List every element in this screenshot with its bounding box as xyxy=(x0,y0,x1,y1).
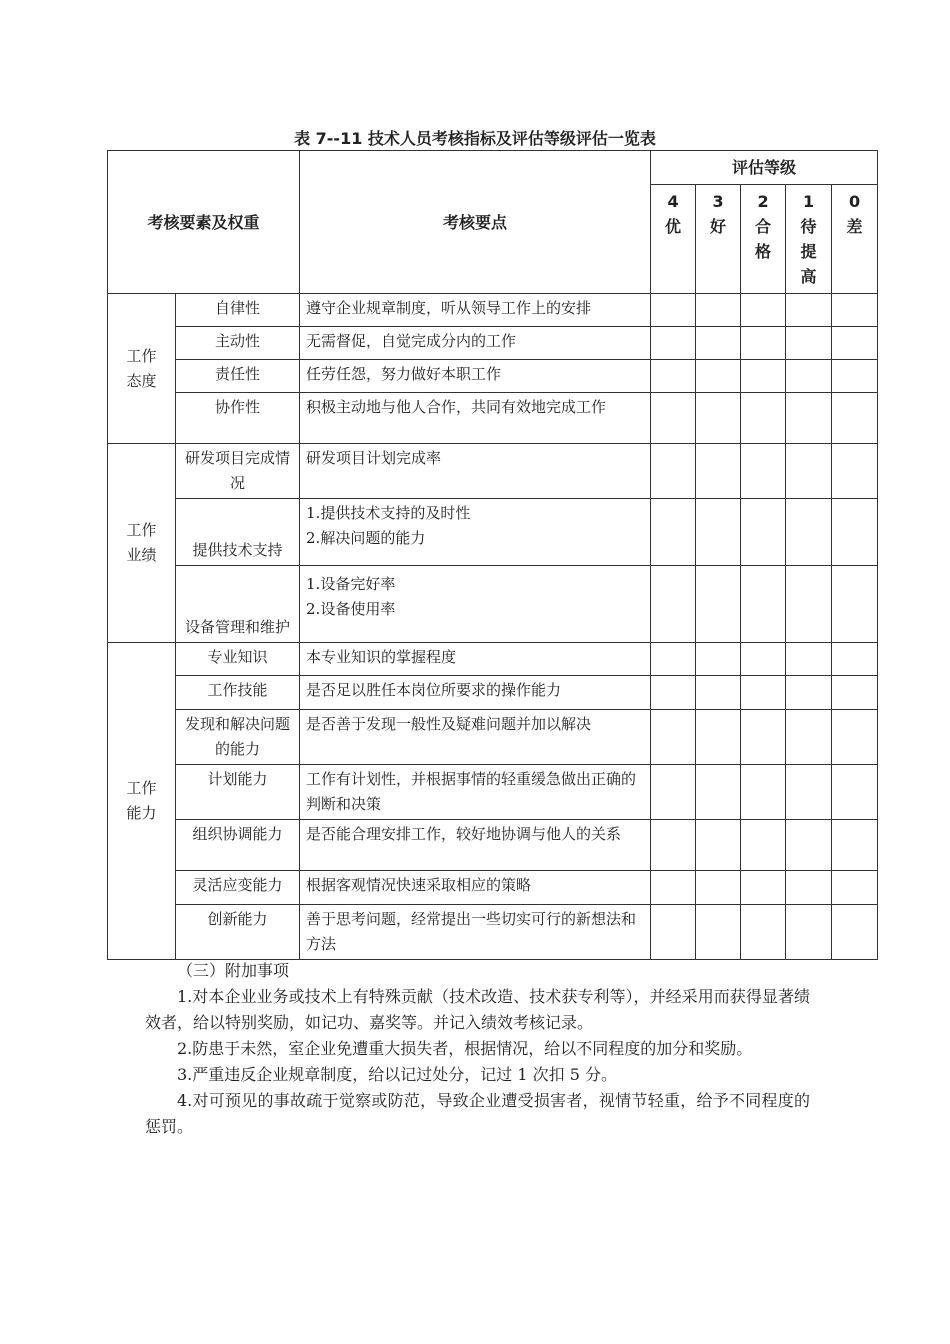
assessment-point: 任劳任怨，努力做好本职工作 xyxy=(300,360,651,393)
assessment-point: 研发项目计划完成率 xyxy=(300,444,651,499)
rating-cell[interactable] xyxy=(786,327,832,360)
rating-cell[interactable] xyxy=(786,499,832,566)
rating-cell[interactable] xyxy=(786,294,832,327)
assessment-item: 发现和解决问题的能力 xyxy=(176,710,300,765)
group-label-line: 态度 xyxy=(126,371,157,390)
assessment-point: 本专业知识的掌握程度 xyxy=(300,643,651,676)
rating-cell[interactable] xyxy=(696,676,741,710)
rating-cell[interactable] xyxy=(696,566,741,643)
rating-cell[interactable] xyxy=(696,499,741,566)
rating-cell[interactable] xyxy=(741,360,786,393)
rating-cell[interactable] xyxy=(832,905,878,960)
rating-cell[interactable] xyxy=(741,393,786,444)
assessment-point: 是否足以胜任本岗位所要求的操作能力 xyxy=(300,676,651,710)
assessment-item: 设备管理和维护 xyxy=(176,566,300,643)
grade-label-char: 差 xyxy=(846,217,863,236)
rating-cell[interactable] xyxy=(696,905,741,960)
rating-cell[interactable] xyxy=(741,905,786,960)
assessment-point: 无需督促，自觉完成分内的工作 xyxy=(300,327,651,360)
assessment-item: 提供技术支持 xyxy=(176,499,300,566)
assessment-item: 组织协调能力 xyxy=(176,820,300,871)
rating-cell[interactable] xyxy=(651,643,696,676)
rating-cell[interactable] xyxy=(832,327,878,360)
table-row xyxy=(108,294,878,327)
table-row xyxy=(108,710,878,765)
rating-cell[interactable] xyxy=(651,499,696,566)
table-row xyxy=(108,327,878,360)
assessment-point: 根据客观情况快速采取相应的策略 xyxy=(300,871,651,905)
rating-cell[interactable] xyxy=(832,871,878,905)
rating-cell[interactable] xyxy=(786,710,832,765)
rating-cell[interactable] xyxy=(741,294,786,327)
grade-header xyxy=(741,185,786,294)
rating-cell[interactable] xyxy=(741,676,786,710)
rating-cell[interactable] xyxy=(696,393,741,444)
rating-cell[interactable] xyxy=(786,393,832,444)
rating-cell[interactable] xyxy=(651,393,696,444)
rating-cell[interactable] xyxy=(696,710,741,765)
rating-cell[interactable] xyxy=(651,676,696,710)
rating-cell[interactable] xyxy=(786,765,832,820)
table-row xyxy=(108,871,878,905)
rating-cell[interactable] xyxy=(651,360,696,393)
note-item: 1.对本企业业务或技术上有特殊贡献（技术改造、技术获专利等），并经采用而获得显著绩效者，给以特别奖励，如记功、嘉奖等。并记入绩效考核记录。 xyxy=(145,987,810,1032)
grade-header xyxy=(786,185,832,294)
group-label-line: 能力 xyxy=(126,804,157,822)
assessment-item: 工作技能 xyxy=(176,676,300,710)
grade-label-char: 待 xyxy=(800,217,817,236)
header-points: 考核要点 xyxy=(300,151,651,294)
grade-header xyxy=(832,185,878,294)
group-label xyxy=(108,444,176,643)
rating-cell[interactable] xyxy=(696,643,741,676)
rating-cell[interactable] xyxy=(786,871,832,905)
note-item: 4.对可预见的事故疏于觉察或防范，导致企业遭受损害者，视情节轻重，给予不同程度的惩罚。 xyxy=(145,1091,810,1136)
table-row xyxy=(108,444,878,499)
grade-label-char: 格 xyxy=(755,242,772,261)
rating-cell[interactable] xyxy=(832,566,878,643)
rating-cell[interactable] xyxy=(651,820,696,871)
rating-cell[interactable] xyxy=(696,294,741,327)
assessment-point: 善于思考问题，经常提出一些切实可行的新想法和方法 xyxy=(300,905,651,960)
rating-cell[interactable] xyxy=(651,327,696,360)
assessment-item: 责任性 xyxy=(176,360,300,393)
table-row xyxy=(108,393,878,444)
rating-cell[interactable] xyxy=(786,820,832,871)
grade-label-char: 合 xyxy=(755,217,772,236)
rating-cell[interactable] xyxy=(696,765,741,820)
rating-cell[interactable] xyxy=(786,360,832,393)
assessment-point: 是否善于发现一般性及疑难问题并加以解决 xyxy=(300,710,651,765)
grade-number: 1 xyxy=(802,192,815,211)
assessment-point: 1.设备完好率 2.设备使用率 xyxy=(300,566,651,643)
rating-cell[interactable] xyxy=(741,871,786,905)
grade-header xyxy=(651,185,696,294)
rating-cell[interactable] xyxy=(832,643,878,676)
rating-cell[interactable] xyxy=(832,393,878,444)
rating-cell[interactable] xyxy=(741,820,786,871)
assessment-item: 专业知识 xyxy=(176,643,300,676)
group-label-line: 工作 xyxy=(126,346,157,365)
rating-cell[interactable] xyxy=(786,905,832,960)
assessment-item: 协作性 xyxy=(176,393,300,444)
rating-cell[interactable] xyxy=(786,676,832,710)
table-row xyxy=(108,676,878,710)
assessment-point: 1.提供技术支持的及时性 2.解决问题的能力 xyxy=(300,499,651,566)
table-row xyxy=(108,360,878,393)
group-label-line: 工作 xyxy=(126,779,157,797)
rating-cell[interactable] xyxy=(651,444,696,499)
rating-cell[interactable] xyxy=(651,566,696,643)
assessment-point: 积极主动地与他人合作，共同有效地完成工作 xyxy=(300,393,651,444)
assessment-item: 研发项目完成情况 xyxy=(176,444,300,499)
grade-label-char: 优 xyxy=(665,217,682,236)
rating-cell[interactable] xyxy=(832,360,878,393)
rating-cell[interactable] xyxy=(651,710,696,765)
table-title: 表 7--11 技术人员考核指标及评估等级评估一览表 xyxy=(294,129,656,148)
rating-cell[interactable] xyxy=(696,327,741,360)
grade-label-char: 好 xyxy=(710,217,727,236)
grade-number: 3 xyxy=(712,192,724,211)
note-item: 3.严重违反企业规章制度，给以记过处分，记过 1 次扣 5 分。 xyxy=(177,1065,617,1084)
rating-cell[interactable] xyxy=(651,294,696,327)
assessment-item: 计划能力 xyxy=(176,765,300,820)
rating-cell[interactable] xyxy=(741,566,786,643)
table-row xyxy=(108,566,878,643)
rating-cell[interactable] xyxy=(832,294,878,327)
table-row xyxy=(108,499,878,566)
header-factor: 考核要素及权重 xyxy=(108,151,300,294)
rating-cell[interactable] xyxy=(832,499,878,566)
rating-cell[interactable] xyxy=(651,765,696,820)
grade-number: 0 xyxy=(848,192,861,211)
table-row xyxy=(108,820,878,871)
table-row xyxy=(108,905,878,960)
rating-cell[interactable] xyxy=(786,566,832,643)
notes-heading: （三）附加事项 xyxy=(177,961,290,980)
rating-cell[interactable] xyxy=(832,765,878,820)
rating-cell[interactable] xyxy=(832,710,878,765)
evaluation-table xyxy=(107,150,878,960)
note-item: 2.防患于未然，室企业免遭重大损失者，根据情况，给以不同程度的加分和奖励。 xyxy=(177,1039,753,1058)
group-label xyxy=(108,294,176,444)
rating-cell[interactable] xyxy=(832,820,878,871)
group-label xyxy=(108,643,176,960)
assessment-item: 自律性 xyxy=(176,294,300,327)
additional-notes xyxy=(145,958,810,1140)
grade-label-char: 提 xyxy=(800,242,817,261)
rating-cell[interactable] xyxy=(786,643,832,676)
rating-cell[interactable] xyxy=(741,327,786,360)
rating-cell[interactable] xyxy=(741,765,786,820)
assessment-point: 遵守企业规章制度，听从领导工作上的安排 xyxy=(300,294,651,327)
group-label-line: 业绩 xyxy=(126,546,157,564)
grade-header xyxy=(696,185,741,294)
grade-label-char: 高 xyxy=(800,267,817,286)
assessment-item: 创新能力 xyxy=(176,905,300,960)
rating-cell[interactable] xyxy=(741,643,786,676)
grade-number: 2 xyxy=(757,192,769,211)
rating-cell[interactable] xyxy=(741,444,786,499)
rating-cell[interactable] xyxy=(696,871,741,905)
assessment-item: 灵活应变能力 xyxy=(176,871,300,905)
header-rating: 评估等级 xyxy=(651,151,878,185)
rating-cell[interactable] xyxy=(651,905,696,960)
rating-cell[interactable] xyxy=(741,499,786,566)
rating-cell[interactable] xyxy=(696,444,741,499)
rating-cell[interactable] xyxy=(741,710,786,765)
rating-cell[interactable] xyxy=(832,444,878,499)
assessment-item: 主动性 xyxy=(176,327,300,360)
table-row xyxy=(108,643,878,676)
rating-cell[interactable] xyxy=(651,871,696,905)
group-label-line: 工作 xyxy=(126,521,157,539)
assessment-point: 是否能合理安排工作，较好地协调与他人的关系 xyxy=(300,820,651,871)
assessment-point: 工作有计划性，并根据事情的轻重缓急做出正确的判断和决策 xyxy=(300,765,651,820)
rating-cell[interactable] xyxy=(696,820,741,871)
table-row xyxy=(108,765,878,820)
rating-cell[interactable] xyxy=(832,676,878,710)
rating-cell[interactable] xyxy=(696,360,741,393)
rating-cell[interactable] xyxy=(786,444,832,499)
grade-number: 4 xyxy=(667,192,679,211)
